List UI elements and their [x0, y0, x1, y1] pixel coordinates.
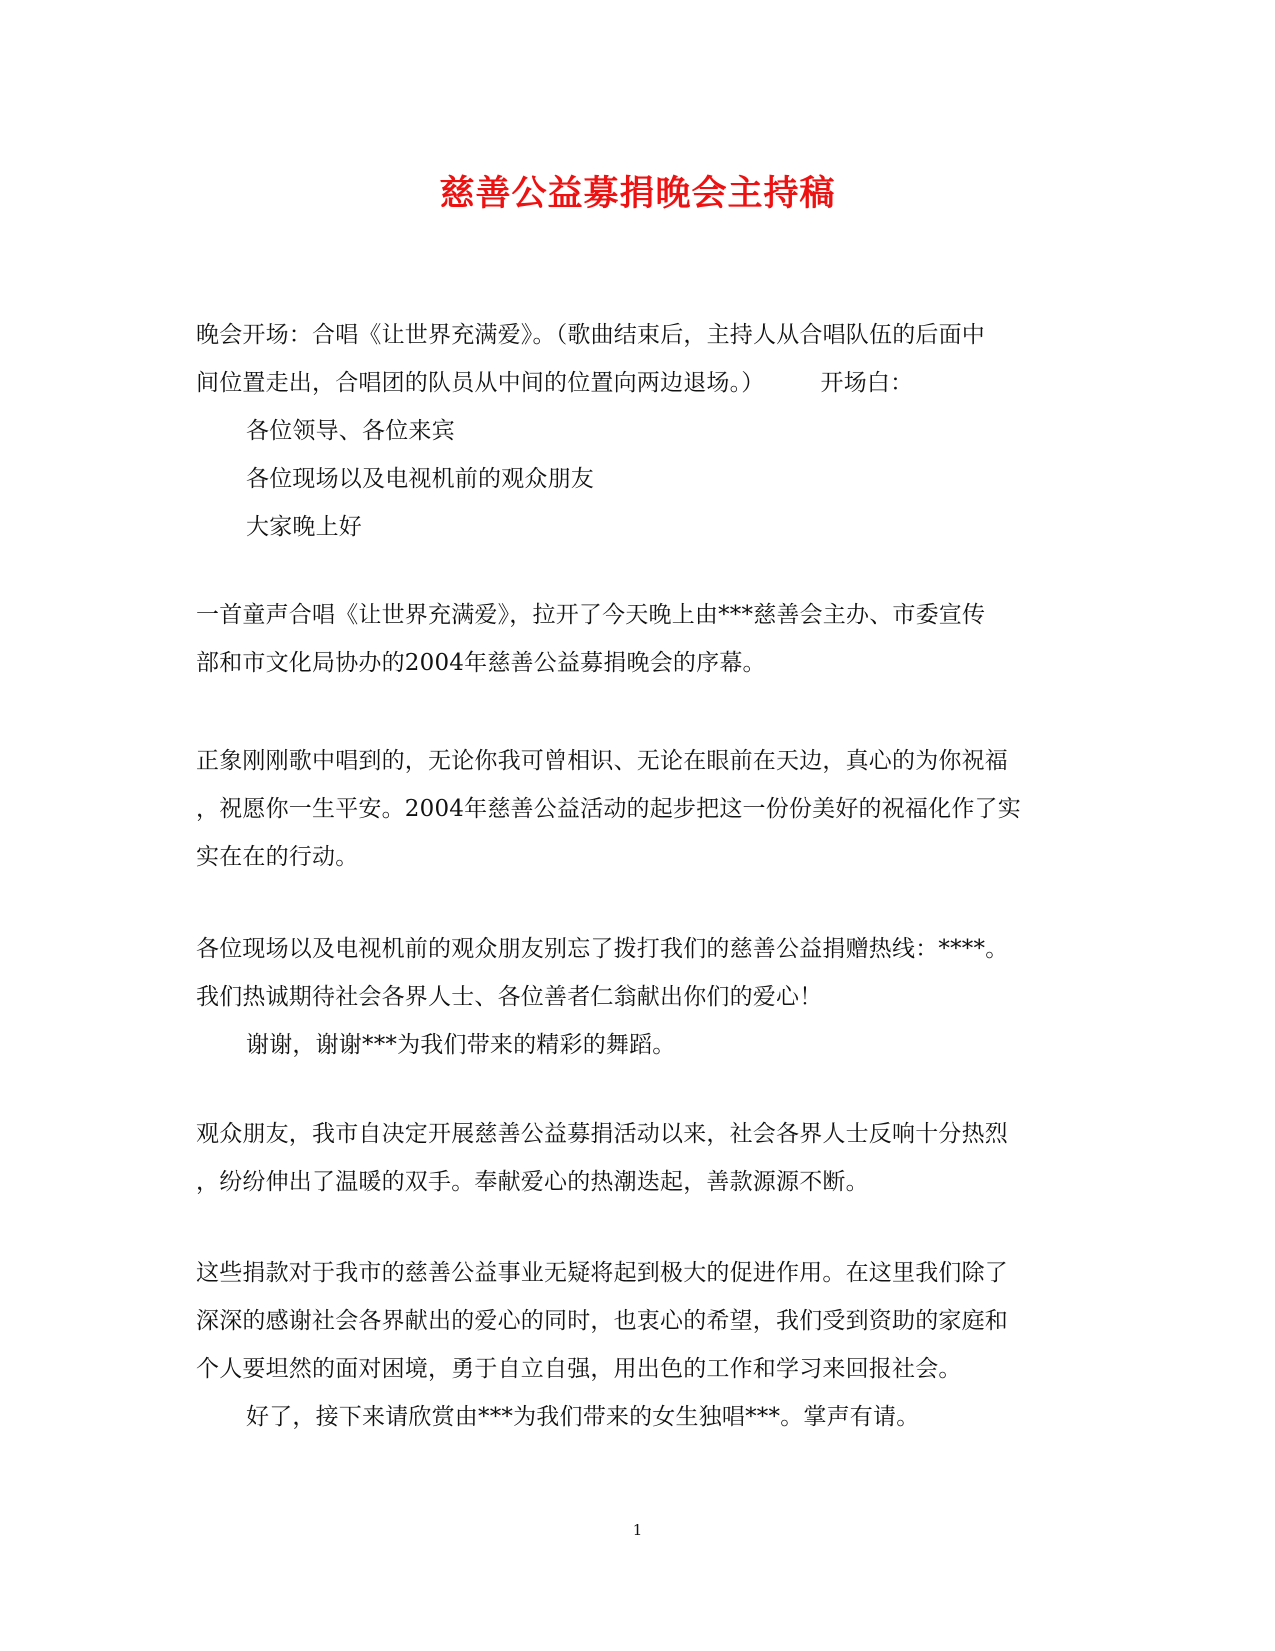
page-number: 1: [632, 1521, 643, 1539]
text-line: ，祝愿你一生平安。2004年慈善公益活动的起步把这一份份美好的祝福化作了实: [196, 796, 1021, 822]
text-line: 个人要坦然的面对困境，勇于自立自强，用出色的工作和学习来回报社会。: [196, 1356, 962, 1382]
text-line: [196, 366, 913, 400]
text-line: 大家晚上好: [246, 514, 362, 540]
text-line-part: 间位置走出，合唱团的队员从中间的位置向两边退场。）: [196, 370, 765, 396]
text-line: 晚会开场：合唱《让世界充满爱》。（歌曲结束后，主持人从合唱队伍的后面中: [196, 322, 985, 348]
text-line: 观众朋友，我市自决定开展慈善公益募捐活动以来，社会各界人士反响十分热烈: [196, 1121, 1008, 1147]
text-line: 实在在的行动。: [196, 844, 359, 870]
text-line: 部和市文化局协办的2004年慈善公益募捐晚会的序幕。: [196, 650, 766, 676]
text-line: 好了，接下来请欣赏由***为我们带来的女生独唱***。掌声有请。: [246, 1404, 920, 1430]
text-line: 深深的感谢社会各界献出的爱心的同时，也衷心的希望，我们受到资助的家庭和: [196, 1308, 1008, 1334]
text-line: 正象刚刚歌中唱到的，无论你我可曾相识、无论在眼前在天边，真心的为你祝福: [196, 748, 1008, 774]
text-line: ，纷纷伸出了温暖的双手。奉献爱心的热潮迭起，善款源源不断。: [196, 1169, 869, 1195]
document-title: 慈善公益募捐晚会主持稿: [439, 173, 836, 214]
text-line: 各位领导、各位来宾: [246, 418, 455, 444]
text-line: 各位现场以及电视机前的观众朋友: [246, 466, 594, 492]
text-line: 我们热诚期待社会各界人士、各位善者仁翁献出你们的爱心！: [196, 984, 823, 1010]
text-line: 这些捐款对于我市的慈善公益事业无疑将起到极大的促进作用。在这里我们除了: [196, 1260, 1008, 1286]
text-line-part: 开场白：: [820, 370, 914, 396]
text-line: 谢谢，谢谢***为我们带来的精彩的舞蹈。: [246, 1032, 676, 1058]
text-line: 一首童声合唱《让世界充满爱》，拉开了今天晚上由***慈善会主办、市委宣传: [196, 602, 986, 628]
text-line: 各位现场以及电视机前的观众朋友别忘了拨打我们的慈善公益捐赠热线：****。: [196, 936, 1009, 962]
